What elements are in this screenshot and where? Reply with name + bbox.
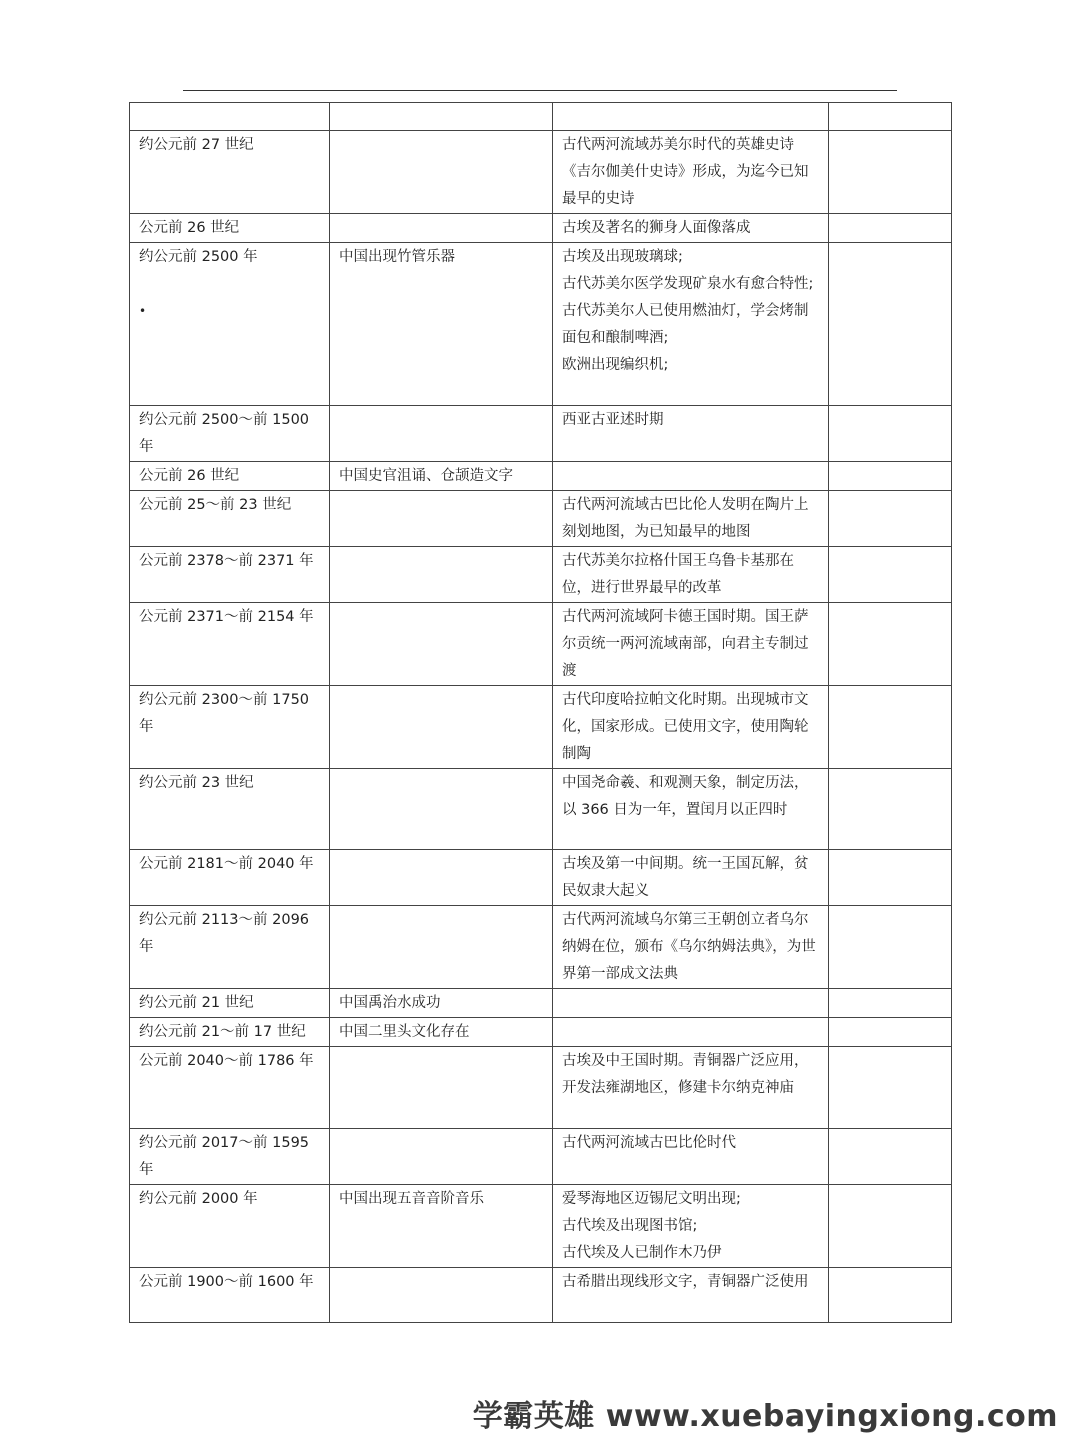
world-event-text: 爱琴海地区迈锡尼文明出现; — [562, 1191, 741, 1207]
cell-date — [130, 850, 330, 906]
cell-note — [829, 243, 952, 406]
table-row — [130, 103, 952, 131]
cell-china-event — [330, 214, 553, 243]
world-event-text: 古代苏美尔医学发现矿泉水有愈合特性; — [562, 276, 814, 292]
table-row — [130, 547, 952, 603]
cell-china-event — [330, 989, 553, 1018]
cell-date — [130, 686, 330, 769]
table-row — [130, 462, 952, 491]
world-event-text: 古代两河流域苏美尔时代的英雄史诗《吉尔伽美什史诗》形成，为迄今已知最早的史诗 — [562, 137, 809, 207]
table-row — [130, 1047, 952, 1129]
cell-world-event — [553, 1129, 829, 1185]
date-text: 约公元前 2000 年 — [139, 1191, 258, 1207]
cell-date — [130, 462, 330, 491]
world-event-text: 古埃及著名的狮身人面像落成 — [562, 220, 751, 236]
table-row — [130, 214, 952, 243]
world-event-text: 古代两河流域乌尔第三王朝创立者乌尔纳姆在位，颁布《乌尔纳姆法典》，为世界第一部成文法典 — [562, 912, 816, 982]
cell-date — [130, 406, 330, 462]
cell-date — [130, 1268, 330, 1323]
table-row — [130, 243, 952, 406]
cell-world-event — [553, 103, 829, 131]
world-event-text: 古埃及出现玻璃球; — [562, 249, 683, 265]
cell-world-event — [553, 603, 829, 686]
cell-note — [829, 462, 952, 491]
cell-note — [829, 769, 952, 850]
world-event-text: 古代印度哈拉帕文化时期。出现城市文化，国家形成。已使用文字，使用陶轮制陶 — [562, 692, 809, 762]
china-event-text: 中国二里头文化存在 — [339, 1024, 470, 1040]
cell-date — [130, 243, 330, 406]
cell-world-event — [553, 1185, 829, 1268]
cell-note — [829, 131, 952, 214]
cell-china-event — [330, 491, 553, 547]
world-event-text: 古代两河流域古巴比伦时代 — [562, 1135, 736, 1151]
cell-note — [829, 906, 952, 989]
world-event-text: 古代苏美尔拉格什国王乌鲁卡基那在位，进行世界最早的改革 — [562, 553, 794, 596]
date-text: 约公元前 23 世纪 — [139, 775, 254, 791]
cell-world-event — [553, 462, 829, 491]
china-event-text: 中国史官沮诵、仓颉造文字 — [339, 468, 513, 484]
table-row — [130, 989, 952, 1018]
date-text: 约公元前 2500～前 1500 年 — [139, 412, 310, 455]
cell-date — [130, 491, 330, 547]
date-text: 约公元前 2300～前 1750 年 — [139, 692, 310, 735]
cell-note — [829, 1185, 952, 1268]
date-text: 约公元前 2500 年 — [139, 249, 258, 265]
date-text: 公元前 2040～前 1786 年 — [139, 1053, 314, 1069]
cell-china-event — [330, 686, 553, 769]
cell-china-event — [330, 906, 553, 989]
date-text: 约公元前 2113～前 2096 年 — [139, 912, 310, 955]
date-text: 约公元前 27 世纪 — [139, 137, 254, 153]
table-row — [130, 1268, 952, 1323]
date-text: 约公元前 21 世纪 — [139, 995, 254, 1011]
cell-world-event — [553, 1268, 829, 1323]
cell-world-event — [553, 547, 829, 603]
cell-note — [829, 850, 952, 906]
world-event-text: 古代埃及出现图书馆; — [562, 1218, 698, 1234]
date-text: 公元前 2181～前 2040 年 — [139, 856, 314, 872]
history-timeline-table — [129, 102, 952, 1323]
table-body — [130, 103, 952, 1323]
cell-world-event — [553, 769, 829, 850]
cell-world-event — [553, 1018, 829, 1047]
table-row — [130, 603, 952, 686]
world-event-text: 欧洲出现编织机; — [562, 357, 669, 373]
world-event-text: 古希腊出现线形文字，青铜器广泛使用 — [562, 1274, 809, 1290]
table-row — [130, 686, 952, 769]
cell-note — [829, 1018, 952, 1047]
china-event-text: 中国出现五音音阶音乐 — [339, 1191, 484, 1207]
world-event-text: 古代埃及人已制作木乃伊 — [562, 1245, 722, 1261]
date-text: 公元前 2378～前 2371 年 — [139, 553, 314, 569]
cell-world-event — [553, 1047, 829, 1129]
cell-note — [829, 214, 952, 243]
table-row — [130, 131, 952, 214]
table-row — [130, 1018, 952, 1047]
world-event-text: 古代两河流域古巴比伦人发明在陶片上刻划地图，为已知最早的地图 — [562, 497, 809, 540]
cell-date — [130, 906, 330, 989]
cell-china-event — [330, 1268, 553, 1323]
cell-china-event — [330, 462, 553, 491]
date-text: 约公元前 21～前 17 世纪 — [139, 1024, 306, 1040]
cell-note — [829, 603, 952, 686]
table-row — [130, 1129, 952, 1185]
cell-date — [130, 103, 330, 131]
cell-china-event — [330, 103, 553, 131]
date-text: 公元前 26 世纪 — [139, 220, 240, 236]
cell-date — [130, 769, 330, 850]
site-watermark: 学霸英雄 www.xuebayingxiong.com — [472, 1399, 1058, 1434]
cell-note — [829, 989, 952, 1018]
date-text: 公元前 26 世纪 — [139, 468, 240, 484]
world-event-text: 中国尧命羲、和观测天象，制定历法，以 366 日为一年，置闰月以正四时 — [562, 775, 809, 818]
cell-date — [130, 547, 330, 603]
header-rule — [183, 90, 897, 91]
cell-world-event — [553, 491, 829, 547]
cell-note — [829, 1268, 952, 1323]
cell-china-event — [330, 243, 553, 406]
cell-note — [829, 1047, 952, 1129]
cell-china-event — [330, 1047, 553, 1129]
cell-china-event — [330, 850, 553, 906]
table-row — [130, 850, 952, 906]
cell-world-event — [553, 989, 829, 1018]
date-text: 公元前 1900～前 1600 年 — [139, 1274, 314, 1290]
china-event-text: 中国禹治水成功 — [339, 995, 441, 1011]
date-text: 约公元前 2017～前 1595 年 — [139, 1135, 310, 1178]
cell-date — [130, 1129, 330, 1185]
cell-world-event — [553, 243, 829, 406]
cell-china-event — [330, 1129, 553, 1185]
world-event-text: 西亚古亚述时期 — [562, 412, 664, 428]
cell-note — [829, 103, 952, 131]
cell-world-event — [553, 686, 829, 769]
china-event-text: 中国出现竹管乐器 — [339, 249, 455, 265]
world-event-text: 古代苏美尔人已使用燃油灯，学会烤制面包和酿制啤酒; — [562, 303, 809, 346]
cell-china-event — [330, 131, 553, 214]
table-row — [130, 491, 952, 547]
world-event-text: 古埃及第一中间期。统一王国瓦解，贫民奴隶大起义 — [562, 856, 809, 899]
table-row — [130, 1185, 952, 1268]
cell-date — [130, 1047, 330, 1129]
date-text: 公元前 25～前 23 世纪 — [139, 497, 292, 513]
cell-note — [829, 686, 952, 769]
cell-date — [130, 131, 330, 214]
date-text: 公元前 2371～前 2154 年 — [139, 609, 314, 625]
cell-date — [130, 1185, 330, 1268]
cell-note — [829, 491, 952, 547]
cell-china-event — [330, 769, 553, 850]
bullet-mark: • — [139, 304, 147, 318]
cell-world-event — [553, 906, 829, 989]
cell-china-event — [330, 406, 553, 462]
cell-world-event — [553, 406, 829, 462]
cell-china-event — [330, 1185, 553, 1268]
cell-date — [130, 603, 330, 686]
cell-date — [130, 214, 330, 243]
world-event-text: 古埃及中王国时期。青铜器广泛应用，开发法雍湖地区，修建卡尔纳克神庙 — [562, 1053, 809, 1096]
cell-china-event — [330, 547, 553, 603]
cell-china-event — [330, 603, 553, 686]
cell-world-event — [553, 214, 829, 243]
table-row — [130, 769, 952, 850]
cell-note — [829, 547, 952, 603]
cell-china-event — [330, 1018, 553, 1047]
cell-world-event — [553, 131, 829, 214]
cell-world-event — [553, 850, 829, 906]
cell-note — [829, 1129, 952, 1185]
table-row — [130, 406, 952, 462]
cell-note — [829, 406, 952, 462]
cell-date — [130, 1018, 330, 1047]
table-row — [130, 906, 952, 989]
world-event-text: 古代两河流域阿卡德王国时期。国王萨尔贡统一两河流域南部，向君主专制过渡 — [562, 609, 809, 679]
cell-date — [130, 989, 330, 1018]
